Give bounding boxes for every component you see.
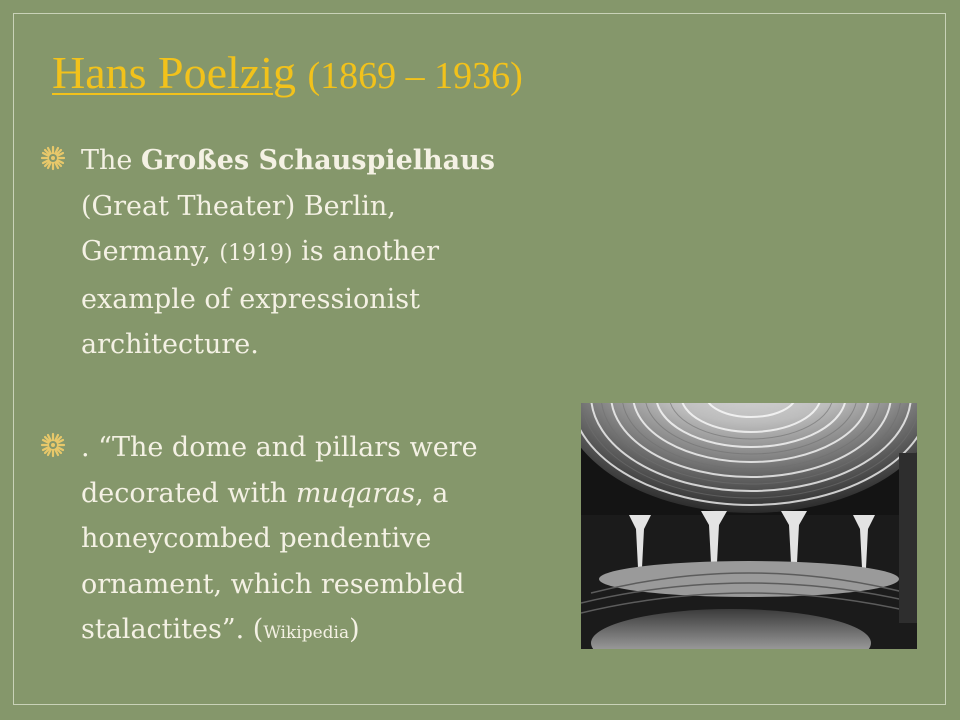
bullet-text-1 bbox=[81, 138, 510, 368]
bullet-2-before: . “The dome and pillars were decorated with bbox=[81, 432, 478, 509]
bullet-item-1 bbox=[40, 138, 510, 368]
bullet-1-bold: Großes Schauspielhaus bbox=[140, 145, 495, 176]
bullet-2-close: ) bbox=[349, 614, 360, 645]
bullet-1-after: is another example of expressionist architecture. bbox=[81, 236, 440, 360]
bullet-2-italic: muqaras bbox=[295, 477, 416, 509]
title-link[interactable]: Hans Poelzig bbox=[52, 47, 297, 98]
slide-title bbox=[52, 48, 523, 99]
theater-dome-photo bbox=[581, 403, 917, 649]
sunburst-bullet-icon bbox=[40, 145, 66, 171]
bullet-1-middle: (Great Theater) Berlin, Germany, bbox=[81, 190, 396, 267]
sunburst-bullet-icon bbox=[40, 432, 66, 458]
bullet-2-after: , a honeycombed pendentive ornament, which resembled stalactites”. ( bbox=[81, 477, 465, 645]
bullet-text-2 bbox=[81, 425, 510, 657]
bullet-item-2 bbox=[40, 425, 510, 657]
title-years: (1869 – 1936) bbox=[307, 55, 523, 97]
bullet-1-before: The bbox=[81, 145, 141, 176]
bullet-2-source: Wikipedia bbox=[263, 623, 350, 643]
bullet-1-year: (1919) bbox=[219, 241, 293, 266]
